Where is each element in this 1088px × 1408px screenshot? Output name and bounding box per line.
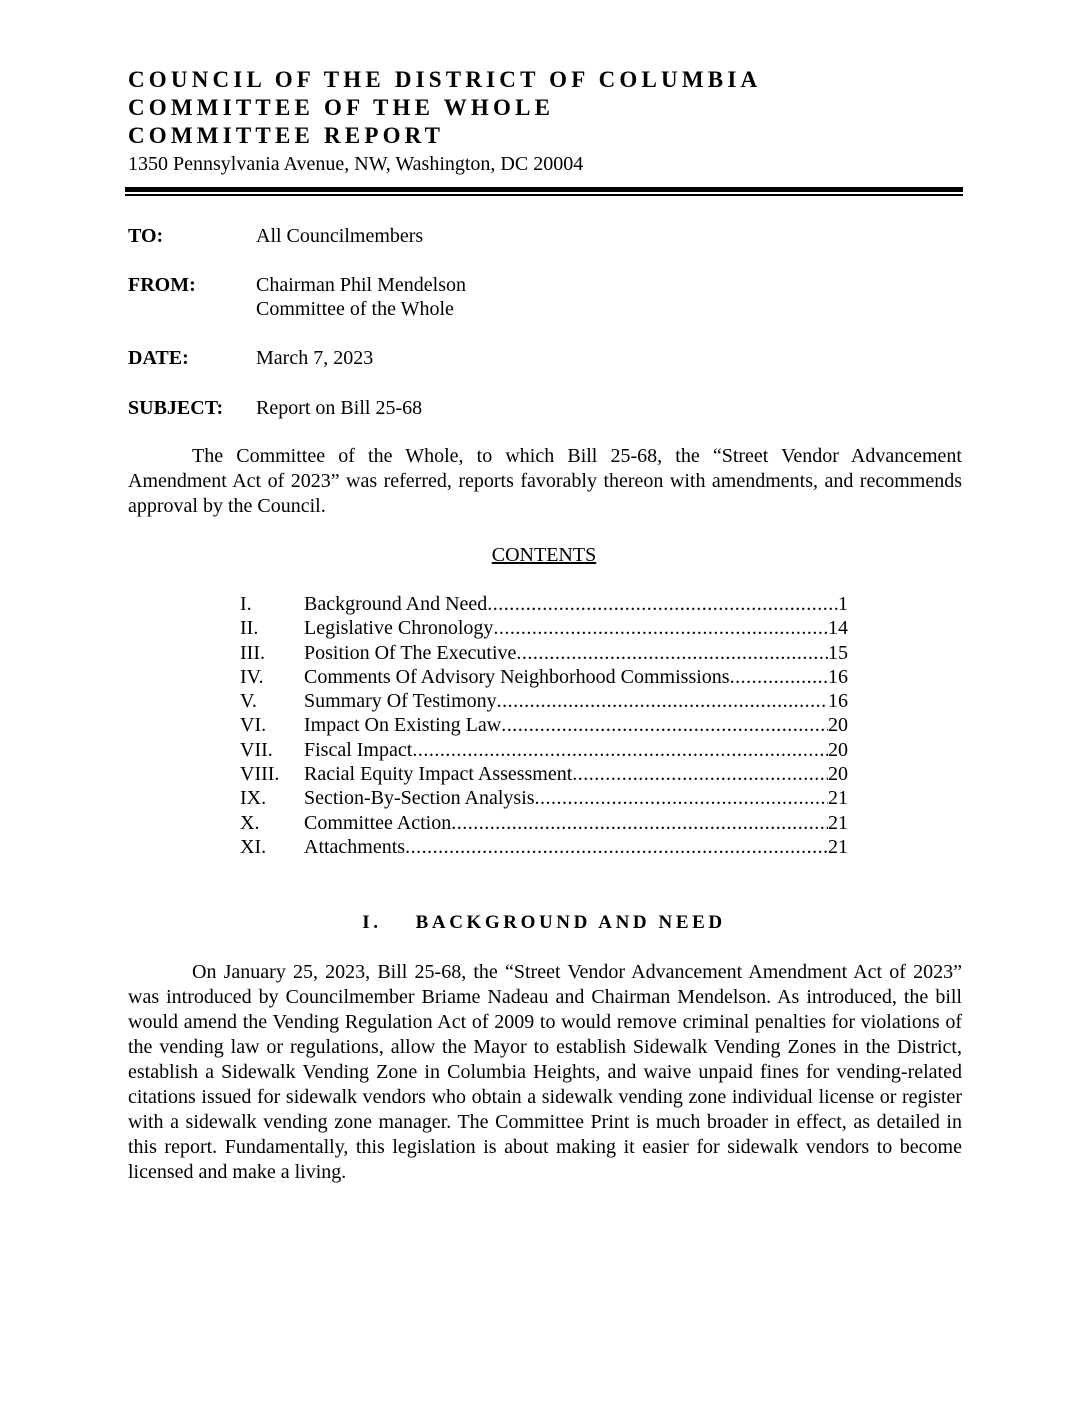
toc-entry-body <box>304 811 848 835</box>
toc-entry-number: VI. <box>240 714 267 737</box>
toc-entry-body <box>304 689 848 713</box>
toc-entry <box>240 665 848 689</box>
toc-entry-body <box>304 762 848 786</box>
toc-entry-number: V. <box>240 690 257 713</box>
toc-entry-title: Committee Action <box>304 811 452 834</box>
toc-entry-page: 21 <box>828 787 848 810</box>
toc-entry-page: 1 <box>838 593 848 615</box>
toc-entry-page: 16 <box>828 665 848 688</box>
section-number: I. <box>362 912 382 933</box>
toc-entry-page: 16 <box>828 690 848 713</box>
header-rule-thin <box>125 194 963 196</box>
council-address: 1350 Pennsylvania Avenue, NW, Washington, DC 20004 <box>128 153 584 175</box>
toc-entry-body <box>304 738 848 762</box>
toc-leader-dots <box>516 641 828 665</box>
toc-entry-number: III. <box>240 641 265 664</box>
toc-entry-page: 14 <box>828 617 848 640</box>
toc-entry-title: Racial Equity Impact Assessment <box>304 763 573 786</box>
toc-entry <box>240 616 848 640</box>
toc-entry-body <box>304 592 848 616</box>
toc-entry-body <box>304 786 848 810</box>
toc-entry-title: Section-By-Section Analysis <box>304 787 535 810</box>
toc-leader-dots <box>493 616 828 640</box>
toc-entry-page: 20 <box>828 763 848 786</box>
toc-entry-title: Legislative Chronology <box>304 617 494 640</box>
toc-entry-body <box>304 665 848 689</box>
toc-entry <box>240 835 848 859</box>
toc-entry <box>240 689 848 713</box>
background-paragraph: On January 25, 2023, Bill 25-68, the “Street Vendor Advancement Amendment Act of 2023” was introduced by Councilmember Briame Nadeau and Chairman Mendelson. As introduced, the bill would amend the Vending Regulation Act of 2009 to would remove criminal penalties for violations of the vending law or regulations, allow the Mayor to establish Sidewalk Vending Zones in the District, establish a Sidewalk Vending Zone in Columbia Heights, and waive unpaid fines for vending-related citations issued for sidewalk vendors who obtain a sidewalk vending zone individual license or register with a sidewalk vending zone manager. The Committee Print is much broader in effect, as detailed in this report. Fundamentally, this legislation is about making it easier for sidewalk vendors to become licensed and make a living. <box>128 961 962 1183</box>
toc-entry-title: Summary Of Testimony <box>304 690 497 713</box>
toc-leader-dots <box>730 665 828 689</box>
section-title: BACKGROUND AND NEED <box>415 912 726 933</box>
toc-entry <box>240 713 848 737</box>
toc-leader-dots <box>412 738 828 762</box>
toc-leader-dots <box>405 835 828 859</box>
contents-heading <box>0 543 1088 567</box>
toc-entry <box>240 641 848 665</box>
toc-entry-number: X. <box>240 811 260 834</box>
toc-entry-number: VII. <box>240 738 273 761</box>
toc-entry-body <box>304 641 848 665</box>
header-rule-thick <box>125 187 963 192</box>
toc-entry-page: 20 <box>828 738 848 761</box>
toc-entry-title: Background And Need <box>304 593 488 615</box>
toc-entry-body <box>304 713 848 737</box>
letterhead <box>128 66 962 178</box>
toc-entry-page: 21 <box>828 811 848 834</box>
toc-entry-page: 21 <box>828 835 848 858</box>
table-of-contents <box>240 592 848 859</box>
toc-leader-dots <box>572 762 828 786</box>
report-type: COMMITTEE REPORT <box>128 123 445 148</box>
toc-entry-number: II. <box>240 617 259 640</box>
memo-date-value: March 7, 2023 <box>256 347 374 369</box>
toc-leader-dots <box>497 689 828 713</box>
section-heading-background <box>0 911 1088 935</box>
memo-to-value: All Councilmembers <box>256 225 424 247</box>
council-name: COUNCIL OF THE DISTRICT OF COLUMBIA <box>128 67 762 92</box>
toc-entry-title: Fiscal Impact <box>304 738 413 761</box>
committee-name: COMMITTEE OF THE WHOLE <box>128 95 555 120</box>
memo-subject-value: Report on Bill 25-68 <box>256 397 423 419</box>
toc-entry-number: VIII. <box>240 763 280 786</box>
toc-leader-dots <box>501 713 828 737</box>
memo-from-label: FROM: <box>128 274 196 296</box>
toc-entry-number: I. <box>240 593 252 615</box>
toc-leader-dots <box>487 592 838 616</box>
toc-entry-page: 15 <box>828 641 848 664</box>
toc-entry <box>240 738 848 762</box>
contents-title: CONTENTS <box>491 544 597 566</box>
toc-entry-number: XI. <box>240 835 267 858</box>
toc-entry-title: Position Of The Executive <box>304 641 517 664</box>
toc-entry <box>240 786 848 810</box>
toc-entry-number: IX. <box>240 787 267 810</box>
toc-entry <box>240 592 848 616</box>
memo-from-value-1: Chairman Phil Mendelson <box>256 274 466 296</box>
toc-entry-body <box>304 616 848 640</box>
memo-from-value-2: Committee of the Whole <box>256 298 454 320</box>
memo-to-label: TO: <box>128 225 164 247</box>
toc-entry <box>240 762 848 786</box>
memo-date-label: DATE: <box>128 347 189 369</box>
memo-subject-label: SUBJECT: <box>128 397 224 419</box>
toc-entry-number: IV. <box>240 665 264 688</box>
toc-entry-title: Attachments <box>304 835 406 858</box>
toc-leader-dots <box>451 811 828 835</box>
toc-entry-title: Impact On Existing Law <box>304 714 502 737</box>
toc-leader-dots <box>535 786 828 810</box>
toc-entry-body <box>304 835 848 859</box>
intro-paragraph: The Committee of the Whole, to which Bill 25-68, the “Street Vendor Advancement Amendment Act of 2023” was referred, reports favorably thereon with amendments, and recommends approval by the Council. <box>128 445 962 517</box>
toc-entry-title: Comments Of Advisory Neighborhood Commissions <box>304 665 730 688</box>
toc-entry-page: 20 <box>828 714 848 737</box>
toc-entry <box>240 811 848 835</box>
